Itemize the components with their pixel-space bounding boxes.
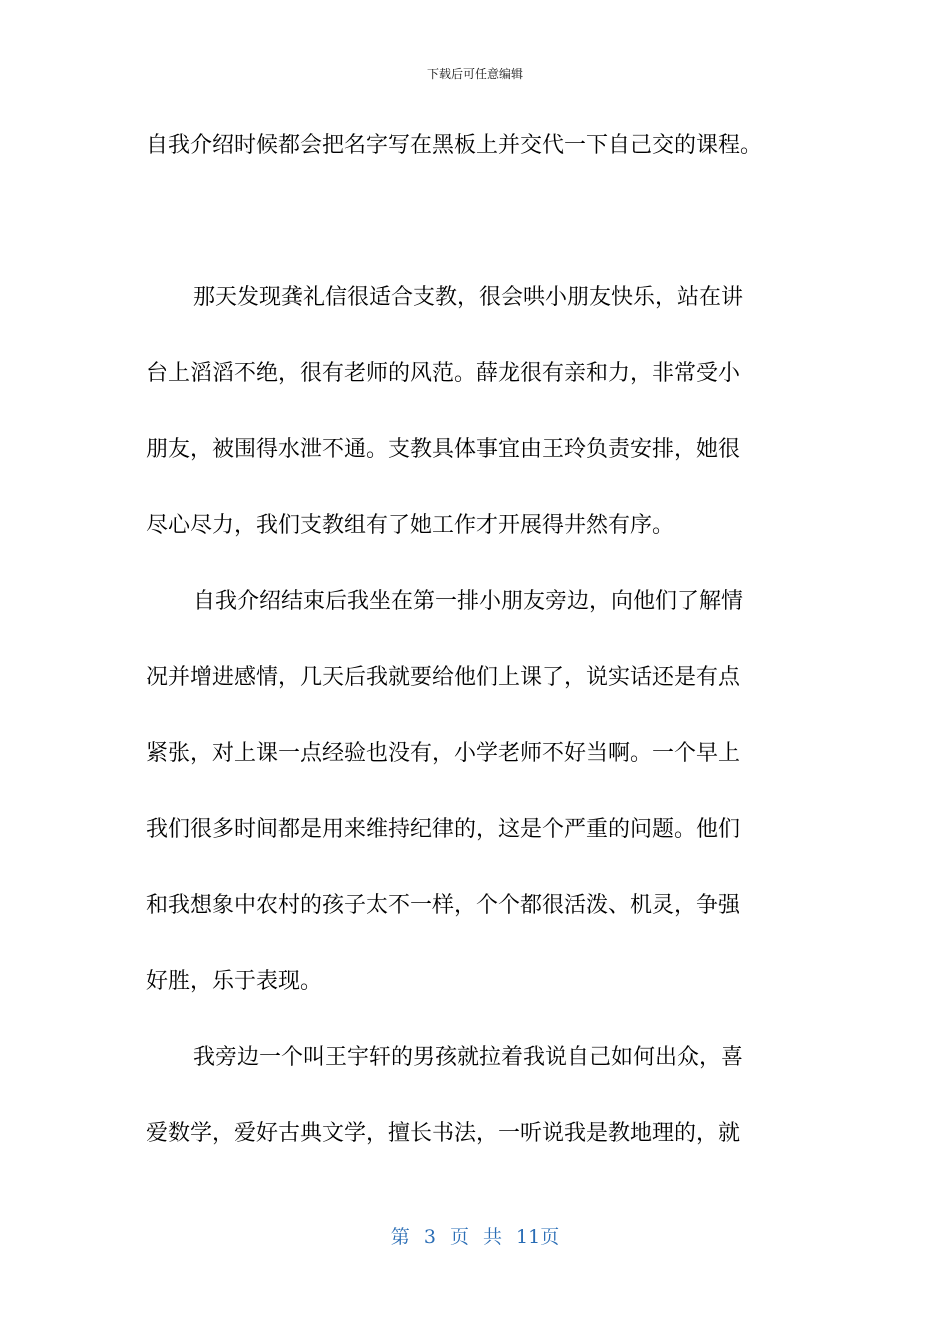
body-text-line: 况并增进感情，几天后我就要给他们上课了，说实话还是有点: [146, 665, 741, 690]
body-text-line: 和我想象中农村的孩子太不一样，个个都很活泼、机灵，争强: [146, 893, 741, 918]
body-text-line: 我旁边一个叫王宇轩的男孩就拉着我说自己如何出众，喜: [193, 1045, 744, 1070]
body-text-line: 紧张，对上课一点经验也没有，小学老师不好当啊。一个早上: [146, 741, 741, 766]
body-text-line: 好胜，乐于表现。: [146, 969, 323, 994]
body-text-line: 台上滔滔不绝，很有老师的风范。薛龙很有亲和力，非常受小: [146, 361, 741, 386]
body-text-line: 尽心尽力，我们支教组有了她工作才开展得井然有序。: [146, 513, 675, 538]
body-text-line: 自我介绍时候都会把名字写在黑板上并交代一下自己交的课程。: [146, 133, 763, 158]
document-body: [146, 127, 806, 1191]
body-text-line: 我们很多时间都是用来维持纪律的，这是个严重的问题。他们: [146, 817, 741, 842]
paragraph-gap: [146, 203, 806, 279]
body-text-line: 自我介绍结束后我坐在第一排小朋友旁边，向他们了解情: [193, 589, 744, 614]
body-text-line: 那天发现龚礼信很适合支教，很会哄小朋友快乐，站在讲: [193, 285, 744, 310]
page-footer-page-number: 第 3 页 共 11页: [390, 1226, 560, 1248]
body-text-line: 爱数学，爱好古典文学，擅长书法，一听说我是教地理的，就: [146, 1121, 741, 1146]
body-text-line: 朋友，被围得水泄不通。支教具体事宜由王玲负责安排，她很: [146, 437, 741, 462]
page-header-note: 下载后可任意编辑: [426, 67, 523, 81]
